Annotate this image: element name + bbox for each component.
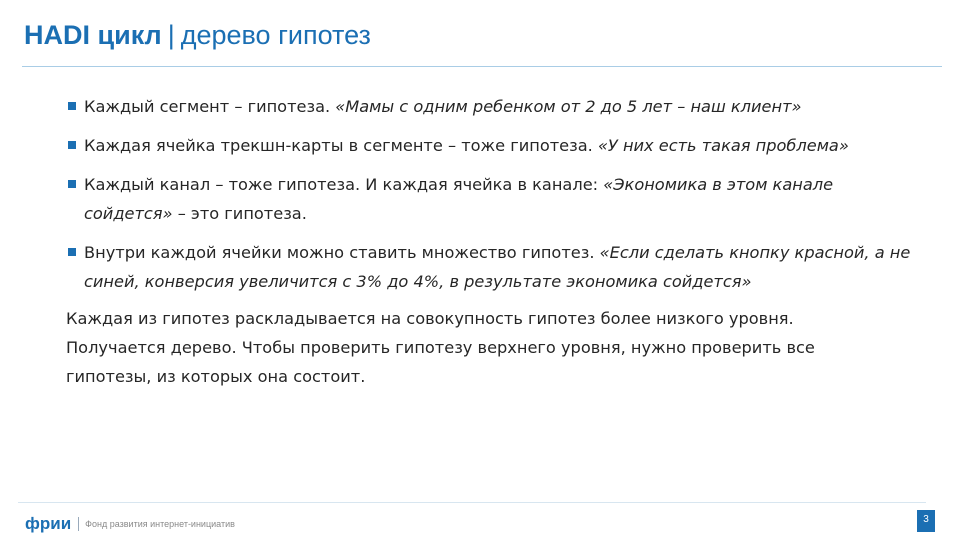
bullet-text: Каждая ячейка трекшн-карты в сегменте – тоже гипотеза. — [84, 136, 598, 155]
title-separator: | — [167, 20, 175, 50]
bullet-quote: «У них есть такая проблема» — [597, 136, 849, 155]
logo-tagline: Фонд развития интернет-инициатив — [85, 519, 235, 529]
bullet-item — [66, 131, 926, 160]
square-bullet-icon — [68, 180, 76, 188]
square-bullet-icon — [68, 248, 76, 256]
frii-logo — [25, 514, 235, 534]
bullet-list — [66, 92, 926, 296]
title-divider — [22, 66, 942, 67]
square-bullet-icon — [68, 141, 76, 149]
bullet-text: Каждый сегмент – гипотеза. — [84, 97, 336, 116]
bullet-quote: «Мамы с одним ребенком от 2 до 5 лет – наш клиент» — [335, 97, 802, 116]
footer-divider — [18, 502, 926, 503]
square-bullet-icon — [68, 102, 76, 110]
slide-title — [24, 20, 371, 51]
summary-paragraph: Каждая из гипотез раскладывается на совокупность гипотез более низкого уровня. Получается дерево. Чтобы проверить гипотезу верхнего уровня, нужно проверить все гипотезы, из которых она состоит. — [66, 309, 815, 386]
title-main: HADI цикл — [24, 20, 162, 50]
bullet-item — [66, 170, 926, 228]
bullet-tail: – это гипотеза. — [172, 204, 307, 223]
bullet-text: Каждый канал – тоже гипотеза. И каждая ячейка в канале: — [84, 175, 604, 194]
logo-divider — [78, 517, 79, 531]
bullet-item — [66, 92, 926, 121]
bullet-item — [66, 238, 926, 296]
title-subtitle: дерево гипотез — [180, 20, 371, 50]
slide-body — [66, 92, 926, 391]
bullet-quote: «Экономика в этом канале сойдется» — [84, 175, 834, 223]
logo-wordmark: фрии — [25, 514, 72, 533]
page-number-badge: 3 — [917, 510, 935, 532]
bullet-quote: «Если сделать кнопку красной, а не синей, конверсия увеличится с 3% до 4%, в результате экономика сойдется» — [84, 243, 911, 291]
bullet-text: Внутри каждой ячейки можно ставить множество гипотез. — [84, 243, 600, 262]
